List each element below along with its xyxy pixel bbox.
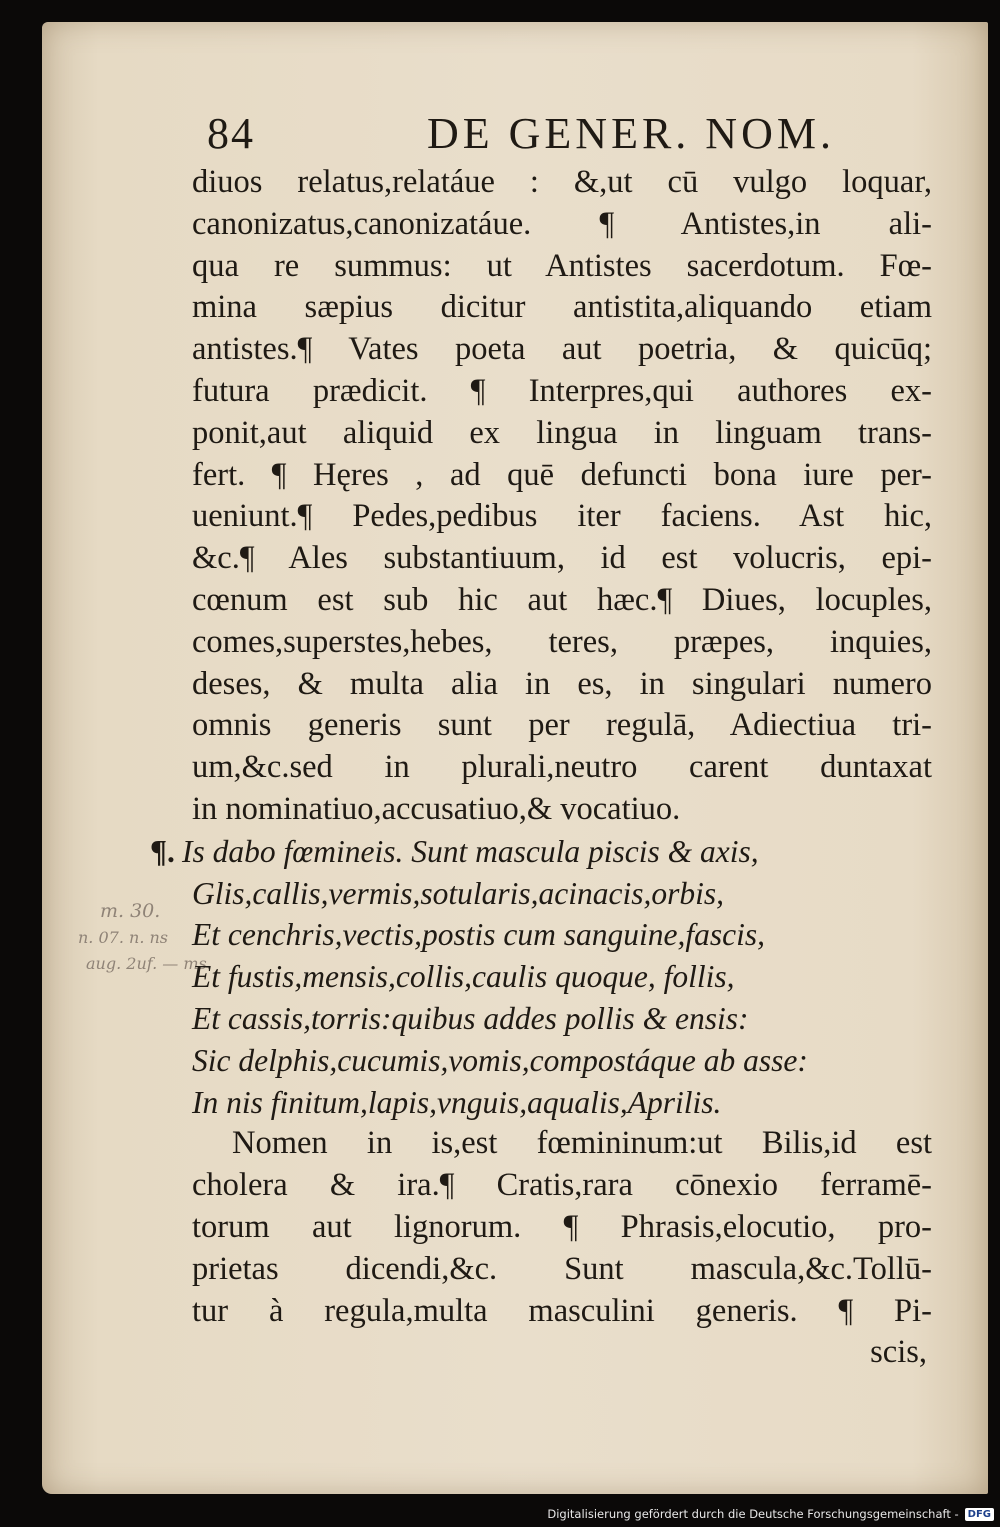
verse-text: Is dabo fœmineis. Sunt mascula piscis & axis,: [182, 833, 759, 869]
text-line: Nomen in is,est fœmininum:ut Bilis,id est: [232, 1125, 932, 1162]
verse-line: Glis,callis,vermis,sotularis,acinacis,orbis,: [192, 875, 725, 911]
text-line: in nominatiuo,accusatiuo,& vocatiuo.: [192, 790, 681, 827]
page-text: [150, 104, 932, 1374]
book-page: [42, 22, 988, 1494]
marginal-note: aug. 2uf. — ms.: [86, 954, 212, 973]
text-line: deses, & multa alia in es, in singulari numero: [192, 665, 932, 702]
text-line: canonizatus,canonizatáue. ¶ Antistes,in ali-: [192, 205, 932, 242]
page-number: 84: [207, 109, 255, 158]
text-line: tur à regula,multa masculini generis. ¶ Pi-: [192, 1292, 932, 1329]
text-line: diuos relatus,relatáue : &,ut cū vulgo loquar,: [192, 164, 932, 200]
text-line: ponit,aut aliquid ex lingua in linguam trans-: [192, 414, 932, 451]
text-line: um,&c.sed in plurali,neutro carent duntaxat: [192, 749, 932, 786]
marginal-note: m. 30.: [100, 900, 161, 922]
verse-line: In nis finitum,lapis,vnguis,aqualis,Aprilis.: [192, 1084, 722, 1120]
page-header: [192, 104, 932, 162]
text-line: omnis generis sunt per regulā, Adiectiua tri-: [192, 707, 932, 744]
text-line: torum aut lignorum. ¶ Phrasis,elocutio, pro-: [192, 1208, 932, 1245]
marginal-note: n. 07. n. ns: [78, 928, 168, 947]
running-title: DE GENER. NOM.: [427, 109, 835, 158]
text-line: prietas dicendi,&c. Sunt mascula,&c.Tollū-: [192, 1250, 932, 1287]
text-line: comes,superstes,hebes, teres, præpes, inquies,: [192, 623, 932, 660]
text-line: cœnum est sub hic aut hæc.¶ Diues, locuples,: [192, 581, 932, 618]
text-line: fert. ¶ Hęres , ad quē defuncti bona iure per-: [192, 456, 932, 493]
catchword: scis,: [870, 1334, 927, 1371]
text-line: mina sæpius dicitur antistita,aliquando etiam: [192, 289, 932, 326]
verse-line: Et fustis,mensis,collis,caulis quoque, follis,: [192, 959, 735, 995]
credit-text: Digitalisierung gefördert durch die Deutsche Forschungsgemeinschaft -: [547, 1507, 959, 1521]
text-line: &c.¶ Ales substantiuum, id est volucris, epi-: [192, 540, 932, 577]
text-line: antistes.¶ Vates poeta aut poetria, & quicūq;: [192, 331, 932, 368]
verse-line: Et cenchris,vectis,postis cum sanguine,fascis,: [192, 917, 766, 953]
verse-line: [150, 831, 932, 873]
verse-marker: ¶.: [150, 833, 175, 869]
text-line: futura prædicit. ¶ Interpres,qui authores ex-: [192, 372, 932, 409]
verse-line: Sic delphis,cucumis,vomis,compostáque ab asse:: [192, 1042, 808, 1078]
text-line: ueniunt.¶ Pedes,pedibus iter faciens. Ast hic,: [192, 498, 932, 535]
text-line: cholera & ira.¶ Cratis,rara cōnexio ferramē-: [192, 1167, 932, 1204]
digitization-credit: [547, 1503, 994, 1525]
dfg-logo: DFG: [965, 1508, 994, 1521]
verse-line: Et cassis,torris:quibus addes pollis & ensis:: [192, 1000, 749, 1036]
text-line: qua re summus: ut Antistes sacerdotum. Fœ-: [192, 247, 932, 284]
